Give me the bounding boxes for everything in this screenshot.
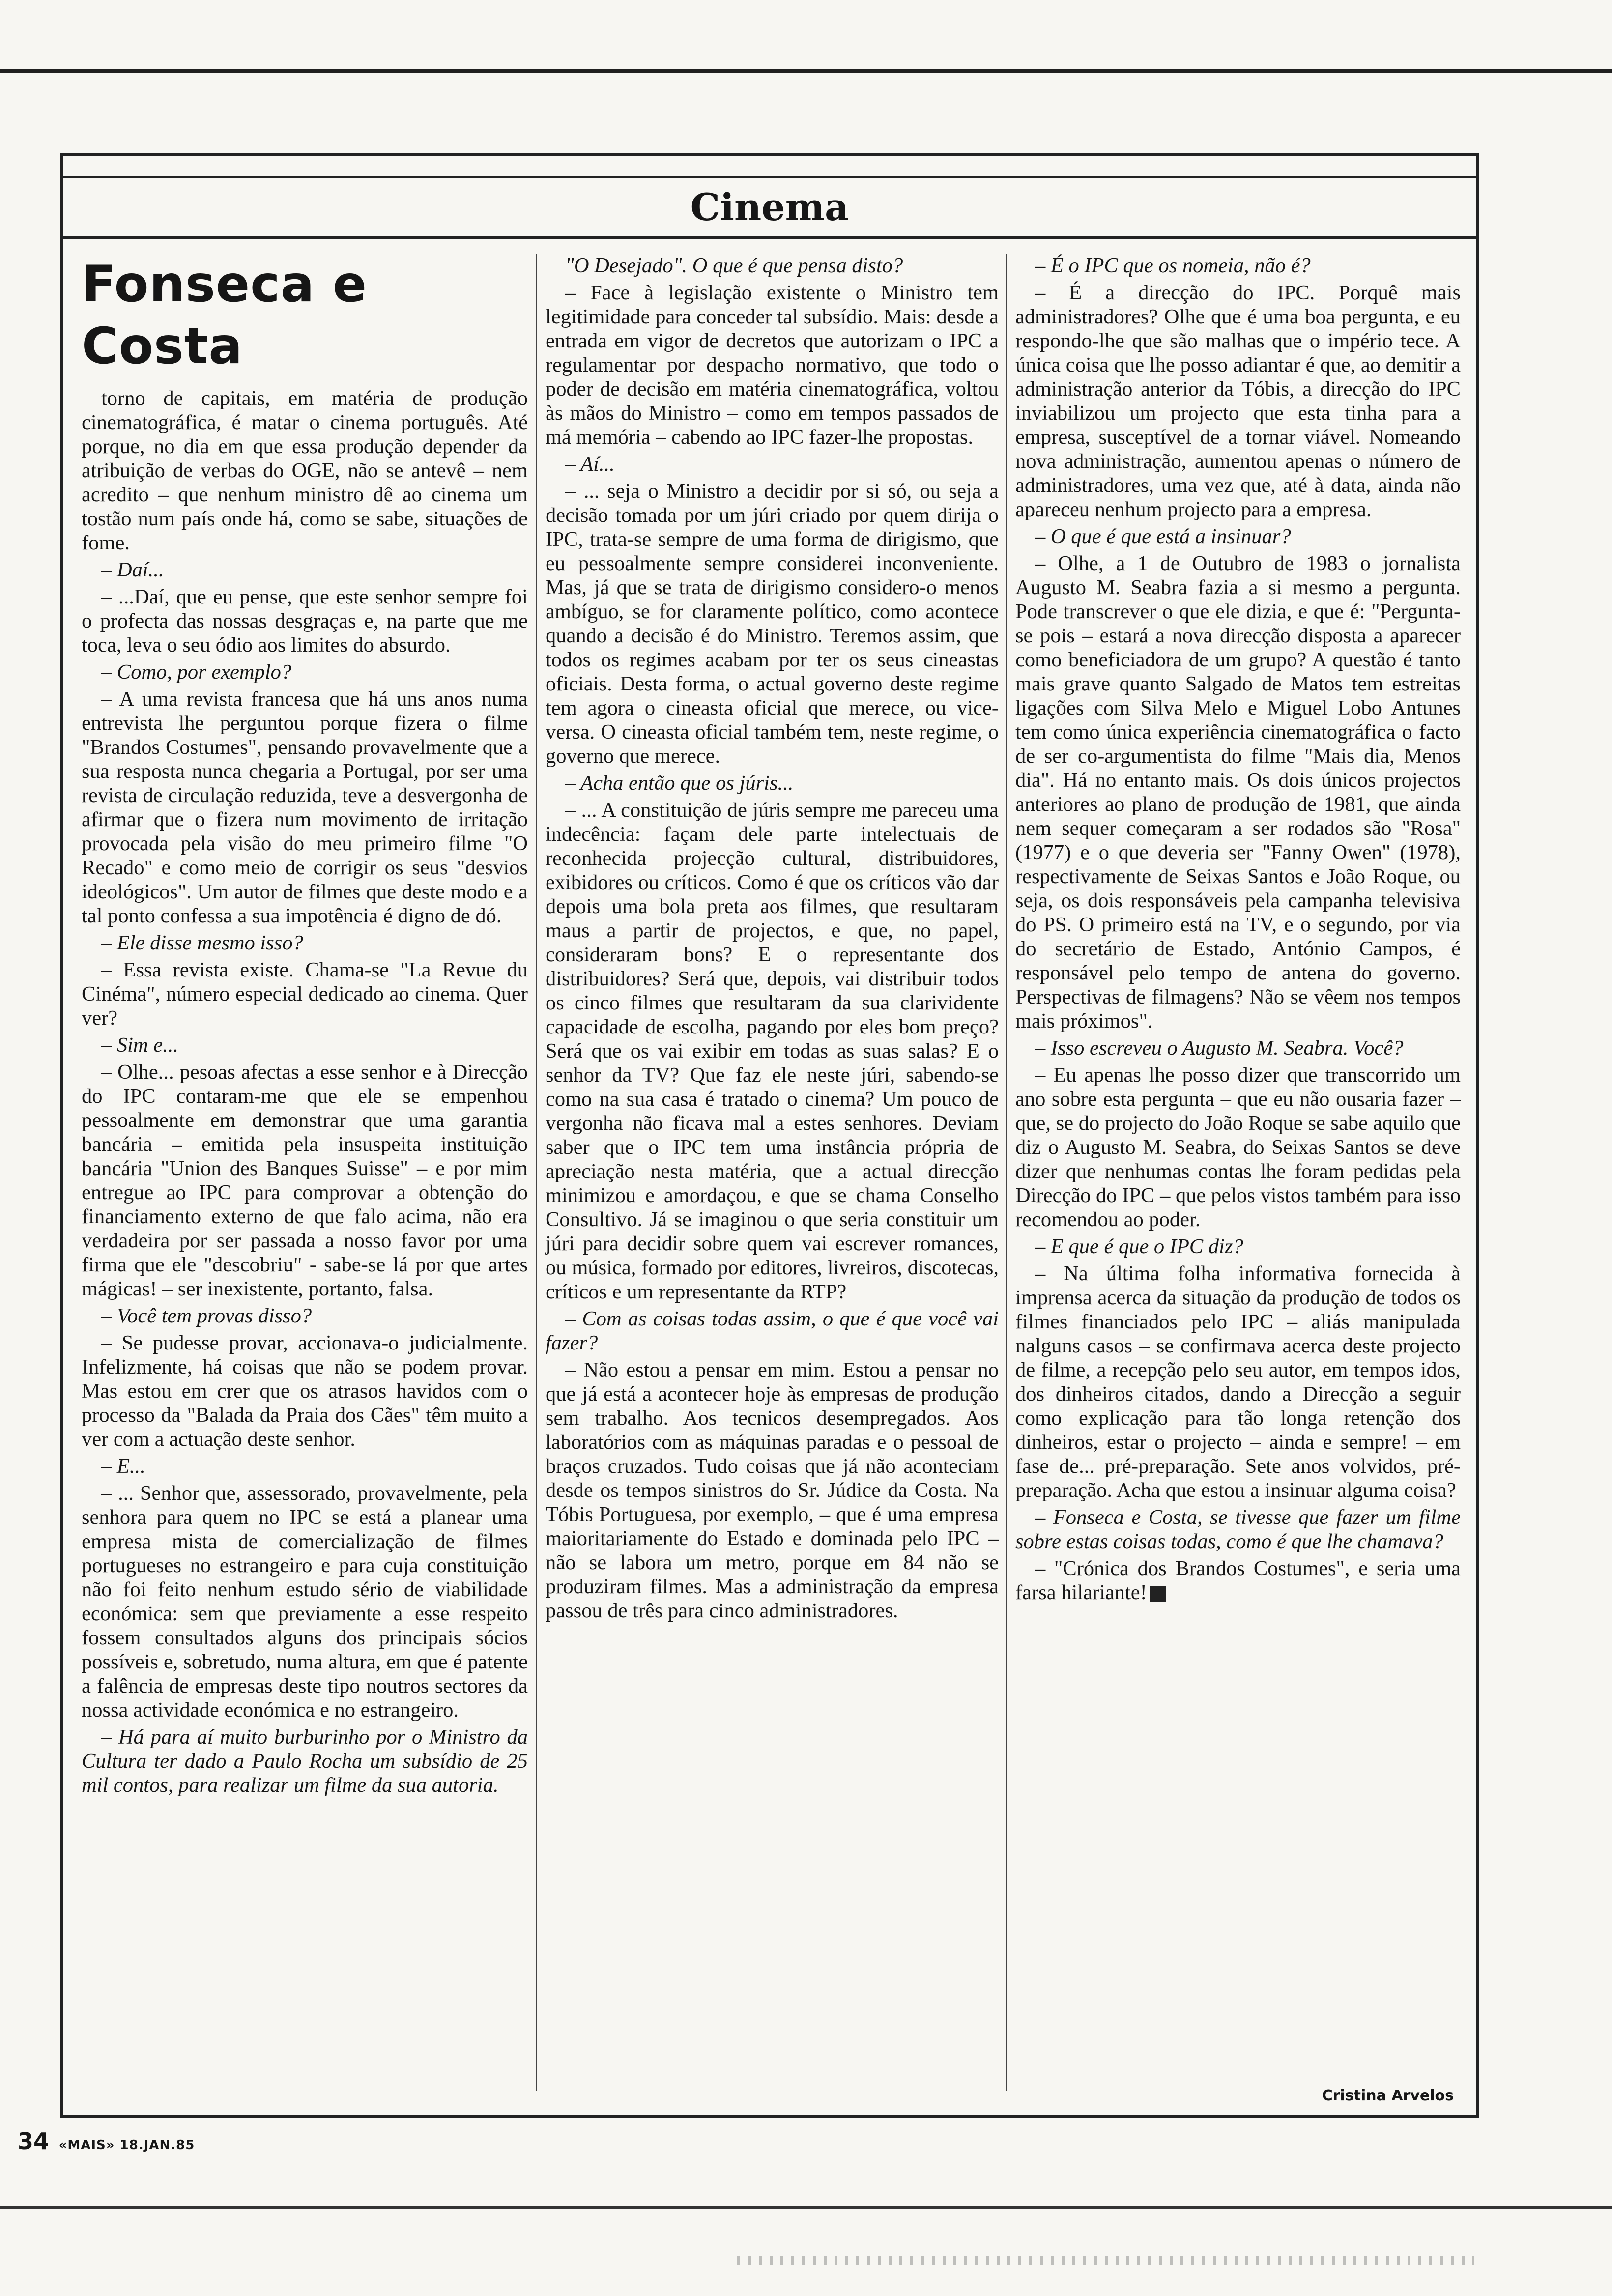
interview-answer: – ...Daí, que eu pense, que este senhor sempre foi o profecta das nossas desgraças e, na parte que me toca, leva o seu ódio aos limites do absurdo. (82, 585, 528, 657)
interview-answer: – É a direcção do IPC. Porquê mais administradores? Olhe que é uma boa pergunta, e eu respondo-lhe que são malhas que o império tece. A única coisa que lhe posso adiantar é que, ao demitir a administração anterior da Tóbis, a direcção do IPC inviabilizou um projecto que esta tinha para a empresa, susceptível de a tornar viável. Nomeando nova administração, aumentou apenas o número de administradores, uma vez que, até à data, ainda não apareceu nenhum projecto para a empresa. (1015, 281, 1461, 521)
interview-answer: – Face à legislação existente o Ministro tem legitimidade para conceder tal subsídio. Mais: desde a entrada em vigor de decretos que autorizam o IPC a regulamentar por despacho normativo, que todo o poder de decisão em matéria cinematográfica, voltou às mãos do Ministro – como em tempos passados de má memória – cabendo ao IPC fazer-lhe propostas. (546, 281, 999, 449)
interview-answer: – Não estou a pensar em mim. Estou a pensar no que já está a acontecer hoje às empresas de produção sem trabalho. Aos tecnicos desempregados. Aos laboratórios com as máquinas paradas e o pessoal de braços cruzados. Tudo coisas que já não aconteciam desde os tempos sinistros do Sr. Júdice da Costa. Na Tóbis Portuguesa, por exemplo, – que é uma empresa maioritariamente do Estado e dominada pelo IPC – não se labora um metro, porque em 84 não se produziram filmes. Mas a administração da empresa passou de três para cinco administradores. (546, 1358, 999, 1622)
interview-answer: – Na última folha informativa fornecida à imprensa acerca da situação da produção de todos os filmes financiados pelo IPC – aliás manipulada nalguns casos – se confirmava acerca deste projecto de filme, a recepção pelo seu autor, em tempos idos, dos dinheiros citados, dando a Direcção a seguir como explicação para tão longa retenção dos dinheiros, estar o projecto – ainda e sempre! – em fase de... pré-preparação. Sete anos volvidos, pré-preparação. Acha que estou a insinuar alguma coisa? (1015, 1262, 1461, 1502)
interview-question: – Como, por exemplo? (101, 660, 292, 684)
interview-question: – E... (101, 1455, 145, 1478)
scan-noise (737, 2256, 1474, 2265)
page-number: 34 (18, 2128, 50, 2154)
interview-answer: – ... Senhor que, assessorado, provavelmente, pela senhora para quem no IPC se está a planear uma empresa mista de comercialização de filmes portugueses no estrangeiro e para cuja constituição não foi feito nenhum estudo sério de viabilidade económica: sem que previamente a esse respeito fossem consultados alguns dos principais sócios possíveis e, sobretudo, numa altura, em que é patente a falência de empresas deste tipo noutros sectores da nossa actividade económica e no estrangeiro. (82, 1482, 528, 1722)
interview-question: "O Desejado". O que é que pensa disto? (565, 254, 903, 277)
interview-question: – Fonseca e Costa, se tivesse que fazer um filme sobre estas coisas todas, como é que lhe chamava? (1015, 1506, 1461, 1553)
top-rule (0, 69, 1612, 73)
issue-label: «MAIS» 18.JAN.85 (58, 2138, 195, 2152)
interview-answer: – Essa revista existe. Chama-se "La Revue du Cinéma", número especial dedicado ao cinema. Quer ver? (82, 958, 528, 1030)
interview-answer: – "Crónica dos Brandos Costumes", e seria uma farsa hilariante! M (1015, 1557, 1461, 1604)
column-3-body (1015, 254, 1461, 1605)
interview-answer: – Olhe, a 1 de Outubro de 1983 o jornalista Augusto M. Seabra fazia a si mesmo a pergunta. Pode transcrever o que ele dizia, e que é: "Pergunta-se pois – estará a nova direcção disposta a aparecer como beneficiadora de um grupo? A questão é tanto mais grave quanto Salgado de Matos tem estreitas ligações com Silva Melo e Miguel Lobo Antunes tem como única experiência cinematográfica o facto de ser co-argumentista do filme "Mais dia, Menos dia". Há no entanto mais. Os dois únicos projectos anteriores ao plano de produção de 1981, que ainda nem sequer começaram a ser rodados são "Rosa" (1977) e o que deveria ser "Fanny Owen" (1978), respectivamente de Seixas Santos e João Roque, ou seja, os dois responsáveis pela campanha televisiva do PS. O primeiro está na TV, e o segundo, por via do secretário de Estado, António Campos, é responsável pelo tempo de antena do governo. Perspectivas de filmagens? Não se vêem nos tempos mais próximos". (1015, 552, 1461, 1033)
interview-answer: – ... seja o Ministro a decidir por si só, ou seja a decisão tomada por um júri criado por quem dirija o IPC, trata-se sempre de uma forma de dirigismo, que eu pessoalmente sempre considerei inconveniente. Mas, já que se trata de dirigismo considero-o menos ambíguo, se for claramente político, como acontece quando a decisão é do Ministro. Teremos assim, que todos os regimes acabam por ter os seus cineastas oficiais. Desta forma, o actual governo deste regime tem agora o cineasta oficial que merece, ou vice-versa. O cineasta oficial também tem, neste regime, o governo que merece. (546, 480, 999, 768)
interview-answer: – Olhe... pesoas afectas a esse senhor e à Direcção do IPC contaram-me que ele se empenhou pessoalmente em demonstrar que uma garantia bancária – emitida pela insuspeita instituição bancária "Union des Banques Suisse" – e por mim entregue ao IPC para comprovar a obtenção do financiamento externo de que falo acima, não era verdadeira por ser passada a nosso favor por uma firma que ele "descobriu" - sabe-se lá por que artes mágicas! – ser inexistente, portanto, falsa. (82, 1061, 528, 1300)
column-1-body (82, 386, 528, 1797)
interview-question: – Daí... (101, 558, 164, 581)
end-mark-icon: M (1150, 1586, 1166, 1602)
column-1 (82, 254, 528, 1800)
interview-answer: torno de capitais, em matéria de produção cinematográfica, é matar o cinema português. Até porque, no dia em que essa produção depender da atribuição de verbas do OGE, não se antevê – nem acredito – que nenhum ministro dê ao cinema um tostão num país onde há, como se sabe, situações de fome. (82, 387, 528, 554)
interview-question: – O que é que está a insinuar? (1035, 525, 1291, 548)
page-folio (18, 2128, 195, 2154)
interview-question: – Com as coisas todas assim, o que é que você vai fazer? (546, 1307, 999, 1354)
interview-question: – Você tem provas disso? (101, 1304, 312, 1327)
interview-question: – Ele disse mesmo isso? (101, 931, 303, 954)
interview-question: – Há para aí muito burburinho por o Ministro da Cultura ter dado a Paulo Rocha um subsídio de 25 mil contos, para realizar um filme da sua autoria. (82, 1725, 528, 1797)
article-frame (60, 153, 1479, 2118)
interview-answer: – ... A constituição de júris sempre me pareceu uma indecência: façam dele parte intelectuais de reconhecida projecção cultural, distribuidores, exibidores ou críticos. Como é que os críticos vão dar depois uma bola preta aos filmes, que resultaram maus a partir de projectos, e que, no papel, consideraram bons? E o representante dos distribuidores? Será que, depois, vai distribuir todos os cinco filmes que resultaram da sua clarividente capacidade de escolha, pagando por eles bom preço? Será que os vai exibir em todas as suas salas? E o senhor da TV? Que faz ele neste júri, sabendo-se como na sua casa é tratado o cinema? Um pouco de vergonha não ficava mal a estes senhores. Deviam saber que o IPC tem uma instância própria de apreciação nesta matéria, que a actual direcção minimizou e amordaçou, e que se chama Conselho Consultivo. Já se imaginou o que seria constituir um júri para decidir sobre quem vai escrever romances, ou música, formado por editores, livreiros, discotecas, críticos e um representante da RTP? (546, 799, 999, 1303)
interview-answer: – Se pudesse provar, accionava-o judicialmente. Infelizmente, há coisas que não se podem provar. Mas estou em crer que os atrasos havidos com o processo da "Balada da Praia dos Cães" têm muito a ver com a actuação deste senhor. (82, 1331, 528, 1451)
column-2 (546, 254, 999, 1626)
interview-question: – Sim e... (101, 1033, 178, 1057)
column-2-body (546, 254, 999, 1623)
section-title: Cinema (690, 185, 849, 229)
interview-question: – Acha então que os júris... (565, 772, 794, 795)
column-divider (536, 254, 537, 2091)
author-signature: Cristina Arvelos (1322, 2087, 1454, 2104)
interview-answer: – Eu apenas lhe posso dizer que transcorrido um ano sobre esta pergunta – que eu não ousaria fazer – que, se do projecto do João Roque se sabe aquilo que diz o Augusto M. Seabra, do Seixas Santos se deve dizer que nenhumas contas lhe foram pedidas pela Direcção do IPC – que pelos vistos também para isso recomendou ao poder. (1015, 1063, 1461, 1231)
section-header (63, 176, 1476, 239)
interview-question: – E que é que o IPC diz? (1035, 1235, 1243, 1258)
interview-question: – É o IPC que os nomeia, não é? (1035, 254, 1311, 277)
column-divider (1006, 254, 1007, 2091)
bottom-rule (0, 2206, 1612, 2209)
article-headline: Fonseca e Costa (82, 255, 368, 375)
interview-question: – Aí... (565, 453, 615, 476)
interview-answer: – A uma revista francesa que há uns anos numa entrevista lhe perguntou porque fizera o filme "Brandos Costumes", pensando provavelmente que a sua resposta nunca chegaria a Portugal, por ser uma revista de circulação reduzida, teve a desvergonha de afirmar que o fizera num movimento de irritação provocada pela visão do meu primeiro filme "O Recado" e como meio de corrigir os seus "desvios ideológicos". Um autor de filmes que deste modo e a tal ponto confessa a sua impotência é digno de dó. (82, 688, 528, 927)
column-3 (1015, 254, 1461, 1607)
interview-question: – Isso escreveu o Augusto M. Seabra. Você? (1035, 1036, 1404, 1060)
